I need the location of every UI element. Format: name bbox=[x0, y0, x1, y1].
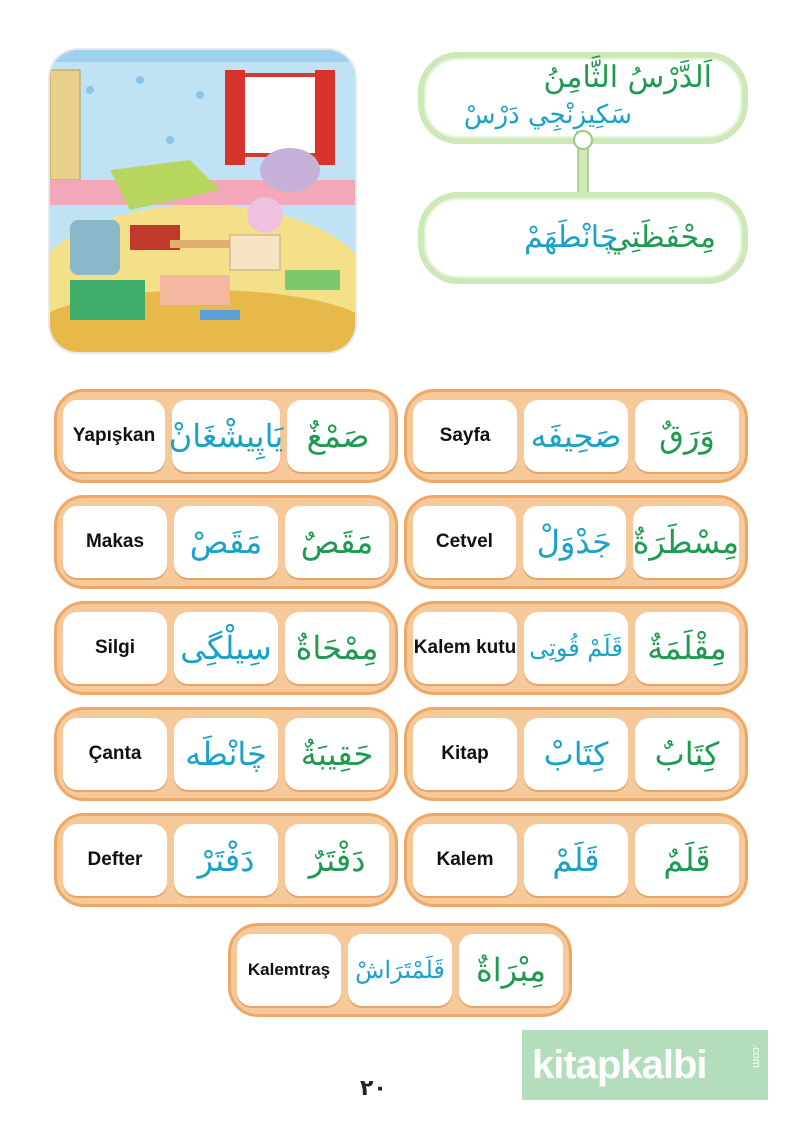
turkish-word: Çanta bbox=[63, 718, 167, 790]
watermark-domain: .com bbox=[750, 1044, 762, 1068]
turkish-word: Sayfa bbox=[413, 400, 517, 472]
classroom-illustration bbox=[50, 50, 355, 352]
vocab-row bbox=[54, 813, 398, 907]
ottoman-word: يَاپِيشْغَانْ bbox=[172, 400, 280, 472]
vocab-row bbox=[404, 389, 748, 483]
topic-ottoman: چَانْطَهَمْ bbox=[524, 220, 619, 255]
arabic-word: دَفْتَرٌ bbox=[285, 824, 389, 896]
watermark bbox=[522, 1030, 768, 1100]
arabic-word: مِبْرَاةٌ bbox=[459, 934, 563, 1006]
arabic-word: وَرَقٌ bbox=[635, 400, 739, 472]
turkish-word: Defter bbox=[63, 824, 167, 896]
topic-arabic: مِحْفَظَتِي bbox=[606, 220, 716, 255]
vocab-row bbox=[404, 601, 748, 695]
turkish-word: Yapışkan bbox=[63, 400, 165, 472]
lesson-subtitle: سَكِيزِنْجِي دَرْسْ bbox=[463, 100, 632, 130]
ottoman-word: قَلَمْ bbox=[524, 824, 628, 896]
watermark-text: kitapkalbi bbox=[532, 1042, 707, 1087]
ottoman-word: دَفْتَرْ bbox=[174, 824, 278, 896]
lesson-title: اَلدَّرْسُ الثَّامِنُ bbox=[543, 60, 712, 95]
arabic-word: مِسْطَرَةٌ bbox=[633, 506, 739, 578]
arabic-word: قَلَمٌ bbox=[635, 824, 739, 896]
vocab-row bbox=[54, 601, 398, 695]
arabic-word: صَمْغٌ bbox=[287, 400, 389, 472]
arabic-word: مِمْحَاةٌ bbox=[285, 612, 389, 684]
turkish-word: Makas bbox=[63, 506, 167, 578]
vocab-row bbox=[404, 495, 748, 589]
vocab-row bbox=[54, 495, 398, 589]
turkish-word: Kalem bbox=[413, 824, 517, 896]
vocab-row bbox=[404, 813, 748, 907]
arabic-word: مِقْلَمَةٌ bbox=[635, 612, 739, 684]
ottoman-word: قَلَمْتَرَاشْ bbox=[348, 934, 452, 1006]
arabic-word: كِتَابٌ bbox=[635, 718, 739, 790]
ottoman-word: صَحِيفَه bbox=[524, 400, 628, 472]
turkish-word: Silgi bbox=[63, 612, 167, 684]
turkish-word: Cetvel bbox=[413, 506, 516, 578]
vocab-row bbox=[54, 707, 398, 801]
ottoman-word: كِتَابْ bbox=[524, 718, 628, 790]
ottoman-word: جَدْوَلْ bbox=[523, 506, 626, 578]
vocab-row bbox=[228, 923, 572, 1017]
vocab-row bbox=[54, 389, 398, 483]
ottoman-word: چَانْطَه bbox=[174, 718, 278, 790]
turkish-word: Kalemtraş bbox=[237, 934, 341, 1006]
vocab-row bbox=[404, 707, 748, 801]
arabic-word: مَقَصٌ bbox=[285, 506, 389, 578]
page-number: ٢٠ bbox=[360, 1076, 387, 1101]
topic-bubble bbox=[418, 192, 748, 284]
ottoman-word: سِيلْگِى bbox=[174, 612, 278, 684]
arabic-word: حَقِيبَةٌ bbox=[285, 718, 389, 790]
turkish-word: Kalem kutu bbox=[413, 612, 517, 684]
ottoman-word: مَقَصْ bbox=[174, 506, 278, 578]
turkish-word: Kitap bbox=[413, 718, 517, 790]
ottoman-word: قَلَمْ قُوتِى bbox=[524, 612, 628, 684]
